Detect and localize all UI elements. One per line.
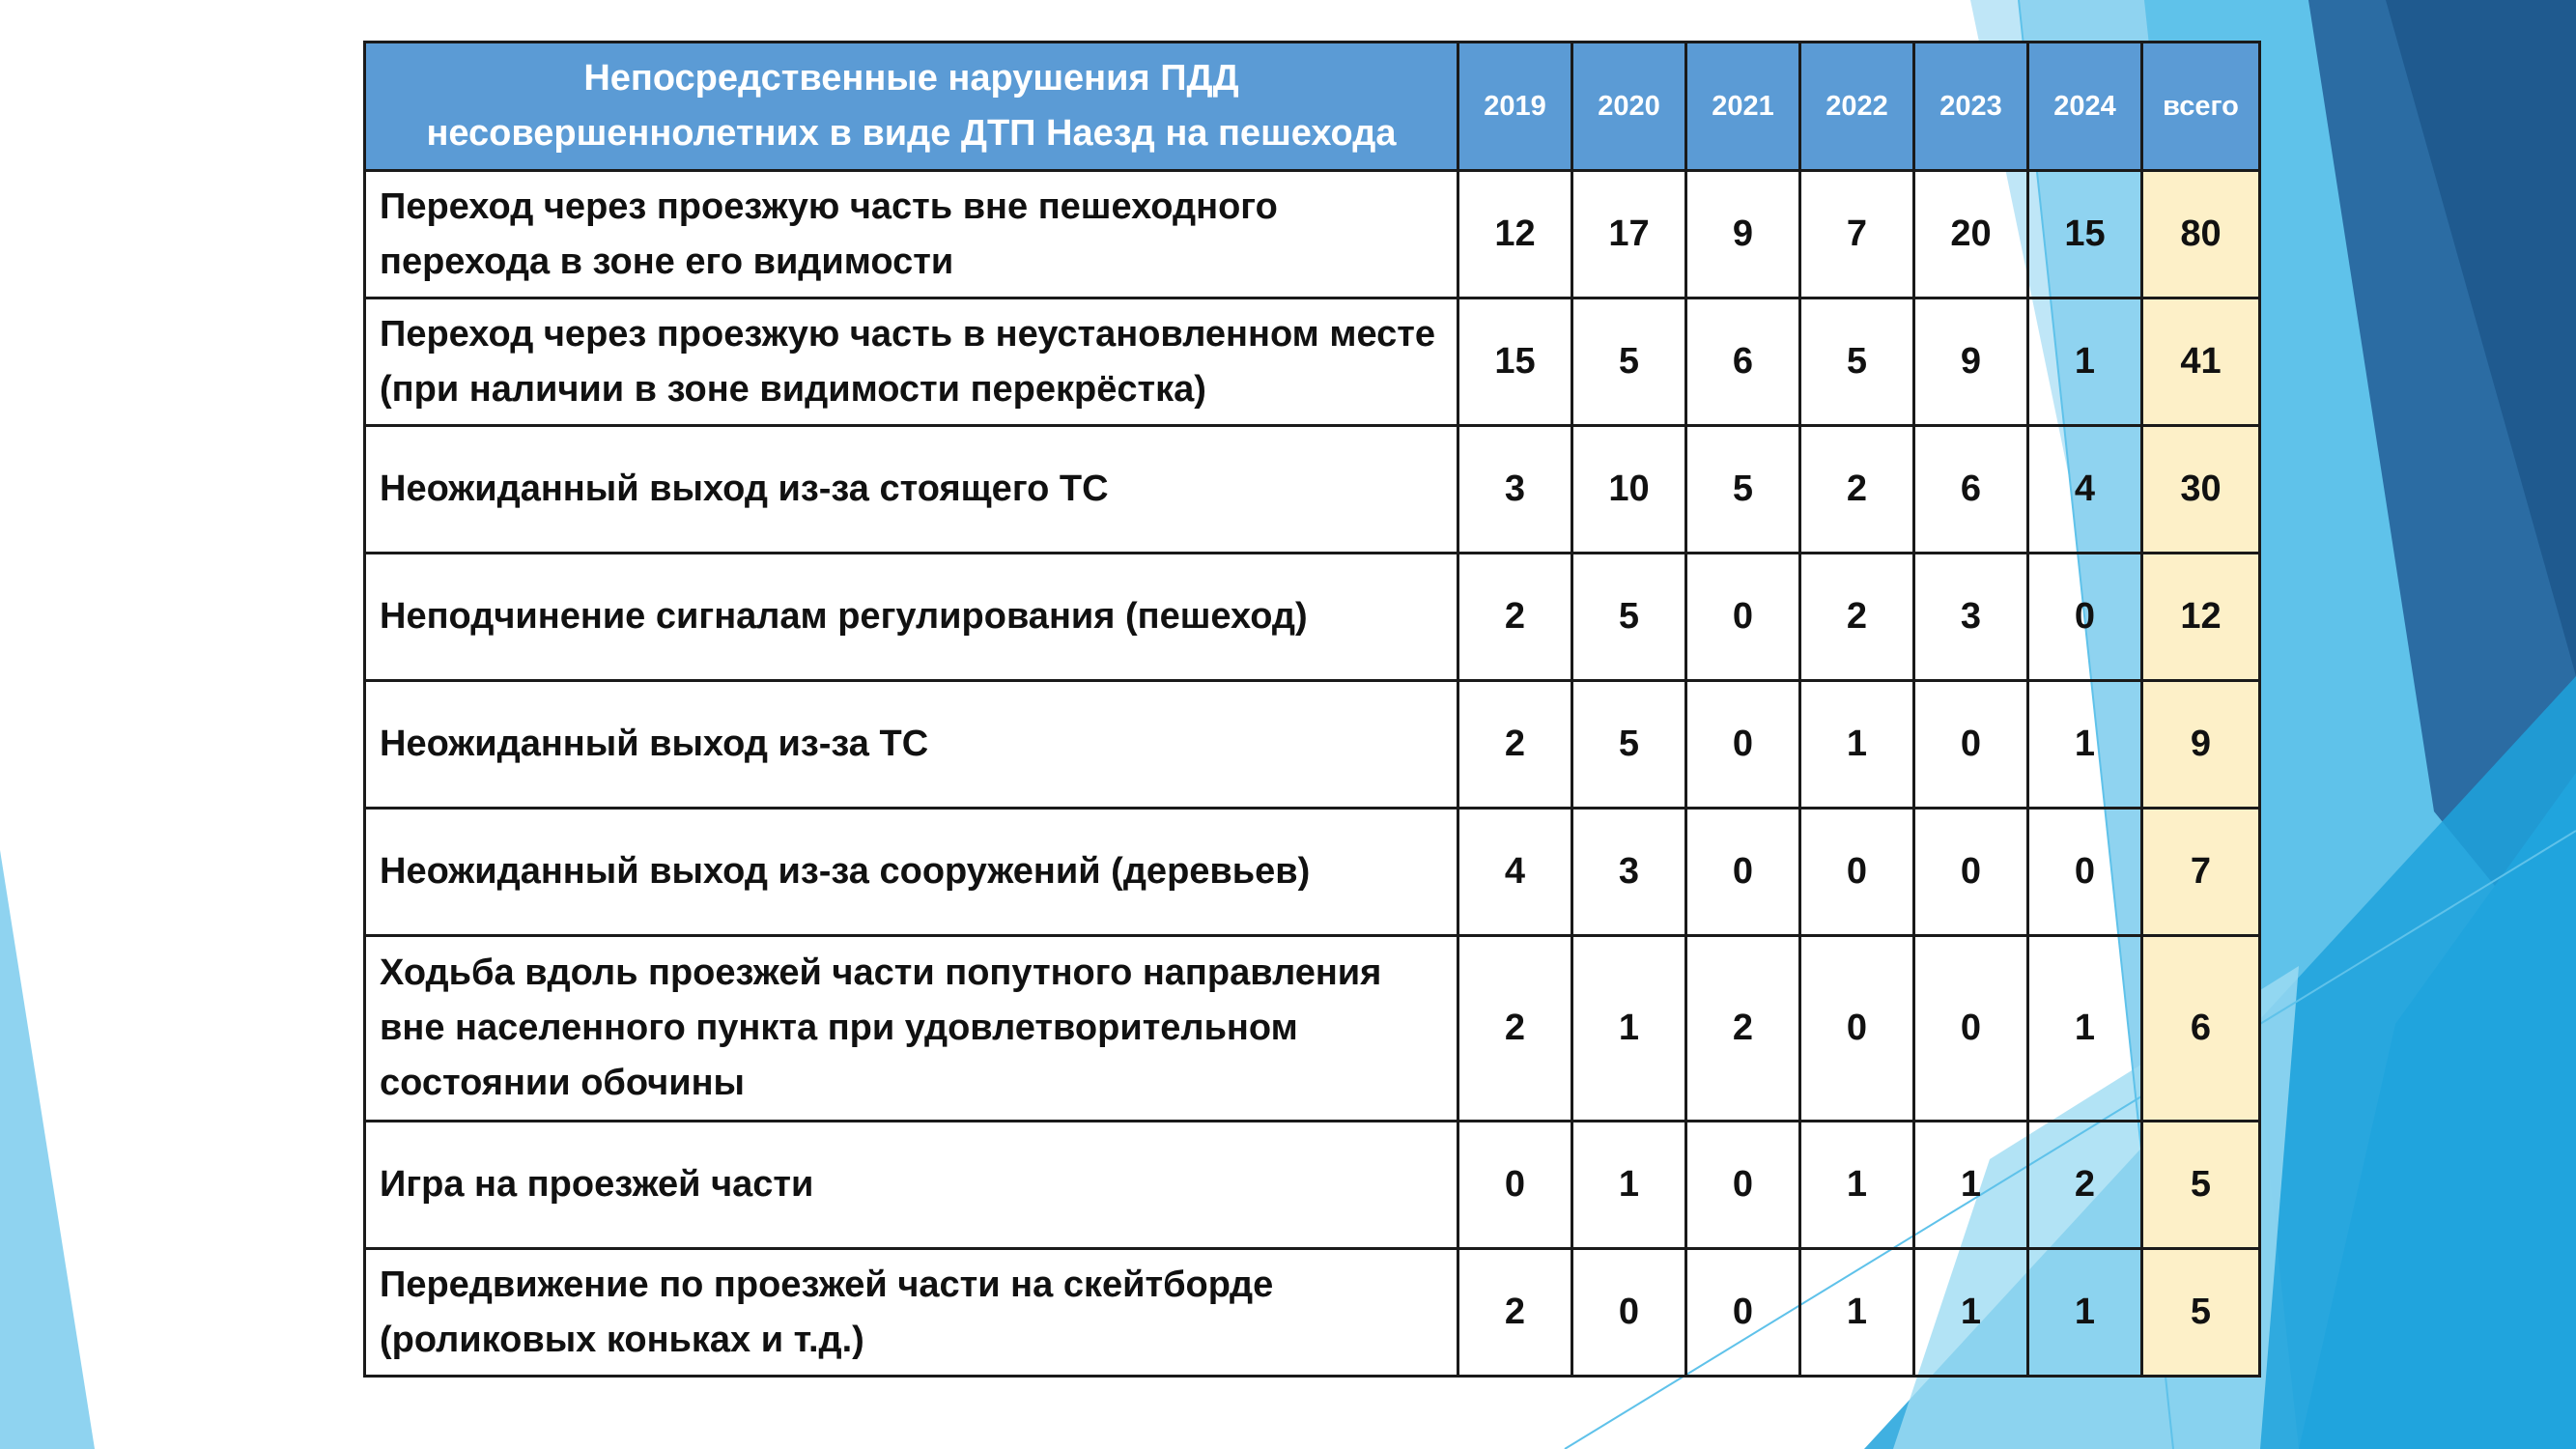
cell-2020: 5 [1572, 681, 1686, 809]
year-header-2024: 2024 [2028, 43, 2142, 171]
cell-total: 6 [2142, 936, 2260, 1122]
cell-2019: 15 [1458, 298, 1572, 426]
cell-2020: 1 [1572, 936, 1686, 1122]
total-header: всего [2142, 43, 2260, 171]
cell-2023: 6 [1914, 426, 2028, 554]
cell-2022: 2 [1800, 554, 1914, 681]
cell-2024: 1 [2028, 936, 2142, 1122]
cell-2024: 0 [2028, 554, 2142, 681]
cell-2019: 2 [1458, 1249, 1572, 1377]
cell-2019: 0 [1458, 1122, 1572, 1249]
cell-2021: 9 [1686, 171, 1800, 298]
cell-total: 5 [2142, 1249, 2260, 1377]
cell-2021: 0 [1686, 681, 1800, 809]
year-header-2019: 2019 [1458, 43, 1572, 171]
row-label: Игра на проезжей части [365, 1122, 1458, 1249]
year-header-2021: 2021 [1686, 43, 1800, 171]
table-row [365, 809, 2260, 936]
table-row [365, 1249, 2260, 1377]
row-label: Неожиданный выход из-за ТС [365, 681, 1458, 809]
cell-2023: 0 [1914, 681, 2028, 809]
cell-2024: 15 [2028, 171, 2142, 298]
cell-2023: 1 [1914, 1249, 2028, 1377]
cell-2019: 2 [1458, 554, 1572, 681]
row-label: Переход через проезжую часть в неустановленном месте (при наличии в зоне видимости перекрёстка) [365, 298, 1458, 426]
table-row [365, 681, 2260, 809]
table-row [365, 554, 2260, 681]
cell-2021: 2 [1686, 936, 1800, 1122]
table-row [365, 298, 2260, 426]
cell-total: 7 [2142, 809, 2260, 936]
cell-2020: 10 [1572, 426, 1686, 554]
cell-2023: 1 [1914, 1122, 2028, 1249]
cell-2021: 0 [1686, 1249, 1800, 1377]
row-label: Передвижение по проезжей части на скейтборде (роликовых коньках и т.д.) [365, 1249, 1458, 1377]
cell-2024: 1 [2028, 1249, 2142, 1377]
row-label: Переход через проезжую часть вне пешеходного перехода в зоне его видимости [365, 171, 1458, 298]
table-row [365, 936, 2260, 1122]
cell-2019: 4 [1458, 809, 1572, 936]
table-title: Непосредственные нарушения ПДД несовершеннолетних в виде ДТП Наезд на пешехода [365, 43, 1458, 171]
cell-2019: 2 [1458, 936, 1572, 1122]
cell-2022: 1 [1800, 1122, 1914, 1249]
row-label: Неожиданный выход из-за стоящего ТС [365, 426, 1458, 554]
cell-2024: 1 [2028, 298, 2142, 426]
cell-2020: 17 [1572, 171, 1686, 298]
cell-2022: 5 [1800, 298, 1914, 426]
cell-2020: 3 [1572, 809, 1686, 936]
cell-total: 41 [2142, 298, 2260, 426]
cell-2019: 3 [1458, 426, 1572, 554]
cell-2020: 5 [1572, 298, 1686, 426]
left-accent-stripe [0, 850, 95, 1449]
cell-2023: 20 [1914, 171, 2028, 298]
row-label: Ходьба вдоль проезжей части попутного направления вне населенного пункта при удовлетворительном состоянии обочины [365, 936, 1458, 1122]
cell-2024: 0 [2028, 809, 2142, 936]
cell-2022: 0 [1800, 936, 1914, 1122]
row-label: Неожиданный выход из-за сооружений (деревьев) [365, 809, 1458, 936]
cell-2020: 0 [1572, 1249, 1686, 1377]
cell-2021: 0 [1686, 809, 1800, 936]
cell-total: 9 [2142, 681, 2260, 809]
cell-2022: 1 [1800, 681, 1914, 809]
table-header-row [365, 43, 2260, 171]
cell-2024: 4 [2028, 426, 2142, 554]
cell-2021: 5 [1686, 426, 1800, 554]
cell-2021: 0 [1686, 554, 1800, 681]
table-row [365, 426, 2260, 554]
cell-2024: 1 [2028, 681, 2142, 809]
cell-2023: 0 [1914, 809, 2028, 936]
cell-2023: 3 [1914, 554, 2028, 681]
table-row [365, 1122, 2260, 1249]
cell-2023: 9 [1914, 298, 2028, 426]
cell-2019: 2 [1458, 681, 1572, 809]
year-header-2022: 2022 [1800, 43, 1914, 171]
violations-table-wrapper [363, 41, 2261, 1378]
cell-2022: 0 [1800, 809, 1914, 936]
cell-total: 5 [2142, 1122, 2260, 1249]
cell-2023: 0 [1914, 936, 2028, 1122]
table-row [365, 171, 2260, 298]
cell-2020: 1 [1572, 1122, 1686, 1249]
cell-2022: 1 [1800, 1249, 1914, 1377]
cell-2021: 0 [1686, 1122, 1800, 1249]
cell-2022: 2 [1800, 426, 1914, 554]
cell-2019: 12 [1458, 171, 1572, 298]
cell-2024: 2 [2028, 1122, 2142, 1249]
year-header-2023: 2023 [1914, 43, 2028, 171]
violations-table [363, 41, 2261, 1378]
cell-total: 80 [2142, 171, 2260, 298]
cell-2021: 6 [1686, 298, 1800, 426]
cell-total: 30 [2142, 426, 2260, 554]
cell-total: 12 [2142, 554, 2260, 681]
row-label: Неподчинение сигналам регулирования (пешеход) [365, 554, 1458, 681]
cell-2020: 5 [1572, 554, 1686, 681]
cell-2022: 7 [1800, 171, 1914, 298]
year-header-2020: 2020 [1572, 43, 1686, 171]
